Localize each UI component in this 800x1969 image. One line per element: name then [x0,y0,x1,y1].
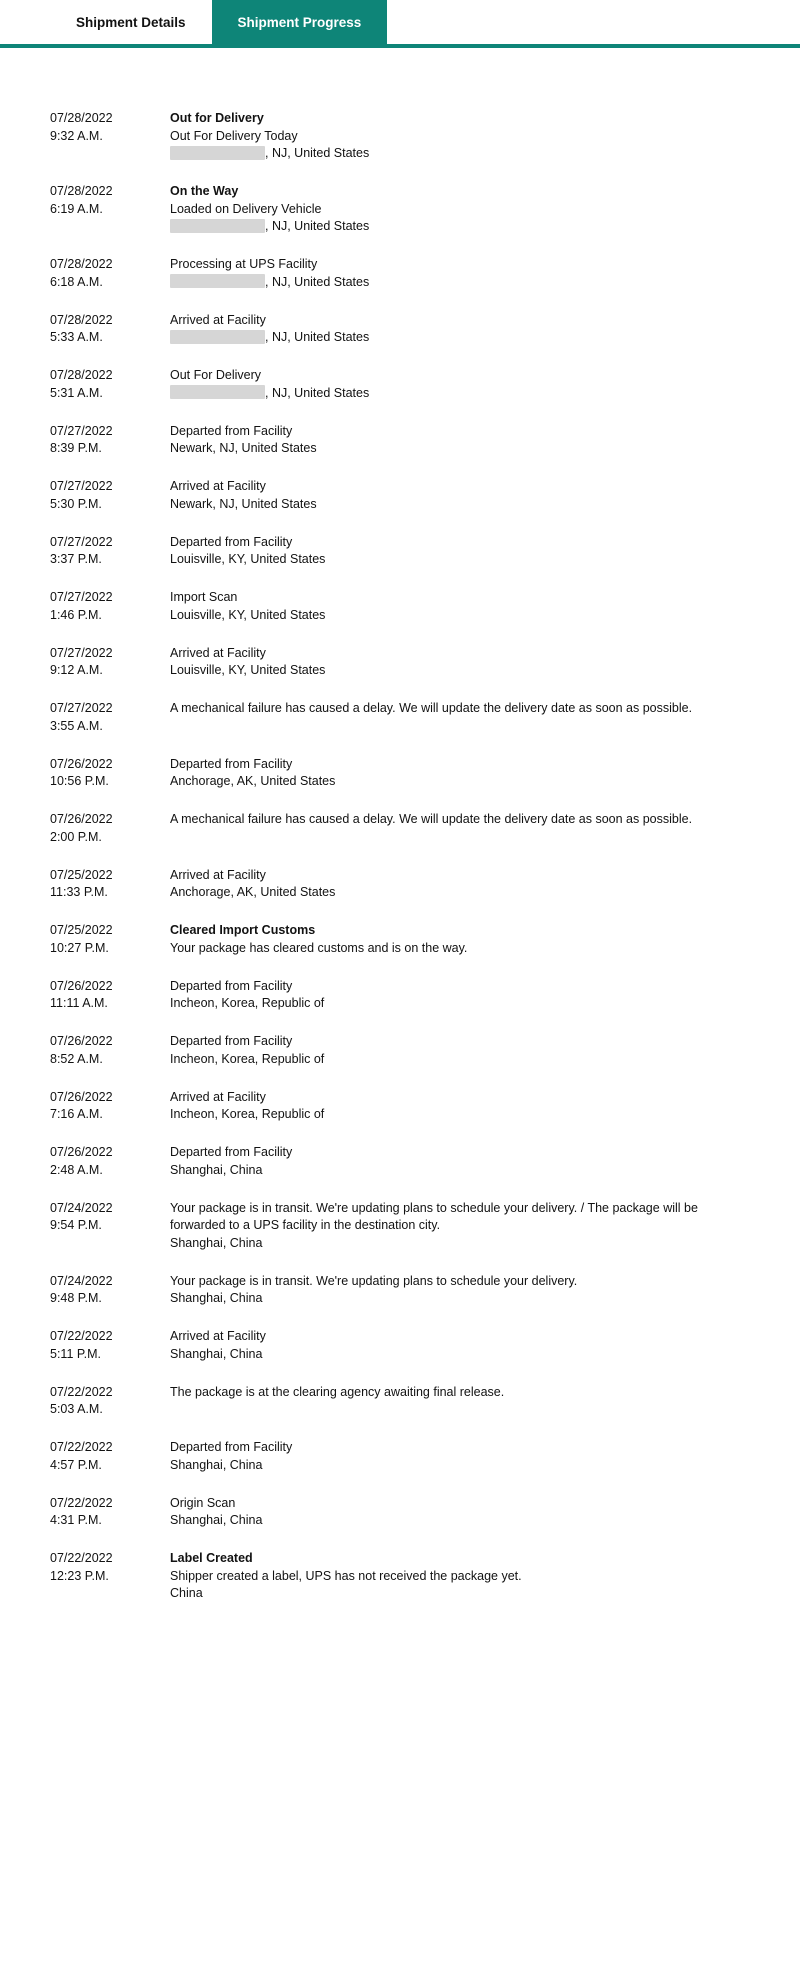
bottom-spacer [0,1623,800,1653]
shipment-event-row [50,534,750,569]
event-date: 07/27/2022 [50,701,113,715]
event-location: Shanghai, China [170,1235,263,1250]
event-timestamp [50,756,170,791]
event-time: 5:11 P.M. [50,1346,101,1361]
event-timestamp [50,1328,170,1363]
event-location-text: , NJ, United States [265,385,370,400]
shipment-event-row [50,867,750,902]
event-location: Anchorage, AK, United States [170,774,336,788]
event-status: Arrived at Facility [170,1329,266,1343]
event-status: Your package is in transit. We're updating plans to schedule your delivery. / The package will be forwarded to a UPS facility in the destination city. [170,1200,698,1232]
event-location: Louisville, KY, United States [170,552,326,566]
event-status: Cleared Import Customs [170,923,316,937]
event-status: The package is at the clearing agency awaiting final release. [170,1384,505,1399]
event-timestamp [50,922,170,957]
event-status: Arrived at Facility [170,1089,266,1104]
event-status: Origin Scan [170,1495,236,1510]
event-status: Departed from Facility [170,534,293,549]
event-location: Newark, NJ, United States [170,496,317,511]
event-status: Departed from Facility [170,423,293,438]
event-timestamp [50,534,170,569]
redacted-location-block [170,219,265,233]
event-date: 07/26/2022 [50,1034,113,1048]
event-time: 5:33 A.M. [50,330,103,344]
shipment-event-row [50,1033,750,1068]
event-location-text: , NJ, United States [265,274,370,289]
event-description [170,1495,750,1530]
event-status: A mechanical failure has caused a delay. We will update the delivery date as soon as possible. [170,701,693,715]
event-time: 8:39 P.M. [50,441,102,455]
shipment-event-row [50,478,750,513]
shipment-event-row [50,811,750,846]
shipment-event-row [50,367,750,402]
event-time: 1:46 P.M. [50,607,102,622]
event-location [170,385,740,403]
tab-shipment-details[interactable]: Shipment Details [50,0,212,44]
event-description [170,978,750,1013]
redacted-location-block [170,330,265,344]
event-location: Louisville, KY, United States [170,607,326,622]
event-status: Out For Delivery [170,368,261,382]
event-date: 07/27/2022 [50,423,113,438]
event-description [170,367,750,402]
event-description [170,867,750,902]
shipment-event-row [50,256,750,291]
event-location-text: , NJ, United States [265,146,370,160]
event-timestamp [50,478,170,513]
event-timestamp [50,367,170,402]
event-time: 5:03 A.M. [50,1402,103,1416]
event-date: 07/28/2022 [50,368,113,382]
event-location: Anchorage, AK, United States [170,885,336,899]
event-timestamp [50,1439,170,1474]
event-location: Shanghai, China [170,1457,263,1472]
event-status: Departed from Facility [170,1034,293,1048]
event-time: 10:56 P.M. [50,774,109,788]
event-location [170,145,740,163]
event-timestamp [50,1273,170,1308]
event-date: 07/26/2022 [50,756,113,771]
event-status: Your package is in transit. We're updating plans to schedule your delivery. [170,1273,578,1288]
event-detail: Shipper created a label, UPS has not received the package yet. [170,1568,522,1583]
event-status: Arrived at Facility [170,479,266,493]
shipment-event-row [50,1550,750,1603]
event-description [170,1273,750,1308]
event-time: 5:31 A.M. [50,385,103,400]
event-location: Incheon, Korea, Republic of [170,1107,325,1121]
event-location [170,329,740,347]
event-time: 9:12 A.M. [50,663,103,677]
event-date: 07/28/2022 [50,312,113,327]
event-location: China [170,1586,203,1600]
shipment-event-row [50,1144,750,1179]
shipment-event-row [50,700,750,735]
event-timestamp [50,1550,170,1585]
shipment-event-row [50,1273,750,1308]
event-date: 07/22/2022 [50,1440,113,1454]
event-location-text: , NJ, United States [265,219,370,233]
event-timestamp [50,1033,170,1068]
event-time: 9:32 A.M. [50,128,103,143]
event-time: 8:52 A.M. [50,1051,103,1066]
event-description [170,1384,750,1402]
event-description [170,423,750,458]
event-location: Shanghai, China [170,1513,263,1527]
event-detail: Your package has cleared customs and is on the way. [170,940,468,955]
shipment-event-row [50,756,750,791]
event-location: Newark, NJ, United States [170,441,317,455]
event-location-text: , NJ, United States [265,330,370,344]
shipment-event-row [50,1200,750,1253]
event-date: 07/22/2022 [50,1329,113,1343]
event-description [170,700,750,718]
event-location: Shanghai, China [170,1291,263,1305]
event-time: 11:33 P.M. [50,885,108,899]
event-date: 07/22/2022 [50,1384,113,1399]
shipment-event-row [50,183,750,236]
shipment-event-row [50,589,750,624]
event-time: 3:55 A.M. [50,718,103,733]
event-description [170,1089,750,1124]
event-timestamp [50,867,170,902]
event-timestamp [50,183,170,218]
event-date: 07/28/2022 [50,257,113,271]
event-status: Label Created [170,1551,253,1565]
event-description [170,756,750,791]
event-time: 12:23 P.M. [50,1568,109,1583]
event-description [170,312,750,347]
event-time: 2:48 A.M. [50,1162,103,1177]
event-time: 3:37 P.M. [50,552,102,566]
event-description [170,811,750,829]
event-time: 9:54 P.M. [50,1218,102,1232]
event-date: 07/27/2022 [50,479,113,493]
event-status: Processing at UPS Facility [170,257,318,271]
shipment-event-row [50,1089,750,1124]
shipment-event-row [50,1384,750,1419]
event-detail: Out For Delivery Today [170,128,298,143]
event-location: Incheon, Korea, Republic of [170,996,325,1010]
event-description [170,478,750,513]
event-date: 07/28/2022 [50,184,113,198]
event-description [170,1550,750,1603]
shipment-event-row [50,922,750,957]
redacted-location-block [170,146,265,160]
event-time: 9:48 P.M. [50,1291,102,1305]
event-status: Arrived at Facility [170,312,266,327]
shipment-event-row [50,110,750,163]
tab-shipment-progress[interactable]: Shipment Progress [212,0,388,44]
event-status: Out for Delivery [170,111,264,125]
event-time: 2:00 P.M. [50,829,102,844]
event-timestamp [50,589,170,624]
event-description [170,1328,750,1363]
event-location: Incheon, Korea, Republic of [170,1051,325,1066]
redacted-location-block [170,274,265,288]
event-status: Arrived at Facility [170,645,266,660]
event-location [170,274,740,292]
event-status: Departed from Facility [170,978,293,993]
event-description [170,110,750,163]
shipment-event-row [50,645,750,680]
event-date: 07/25/2022 [50,867,113,882]
event-location: Shanghai, China [170,1346,263,1361]
event-timestamp [50,110,170,145]
event-description [170,534,750,569]
shipment-progress-list [0,48,800,1603]
event-time: 11:11 A.M. [50,996,108,1010]
event-status: Departed from Facility [170,756,293,771]
event-description [170,922,750,957]
event-timestamp [50,256,170,291]
event-date: 07/22/2022 [50,1495,113,1510]
event-description [170,1439,750,1474]
event-timestamp [50,1089,170,1124]
event-date: 07/24/2022 [50,1200,113,1215]
event-timestamp [50,978,170,1013]
shipment-event-row [50,1328,750,1363]
event-timestamp [50,700,170,735]
event-date: 07/25/2022 [50,923,113,937]
shipment-event-row [50,978,750,1013]
event-date: 07/22/2022 [50,1551,113,1565]
shipment-event-row [50,423,750,458]
event-date: 07/27/2022 [50,590,113,604]
shipment-event-row [50,312,750,347]
event-time: 5:30 P.M. [50,496,102,511]
event-timestamp [50,811,170,846]
event-status: A mechanical failure has caused a delay. We will update the delivery date as soon as possible. [170,812,693,826]
event-location [170,218,740,236]
event-status: Departed from Facility [170,1440,293,1454]
event-time: 10:27 P.M. [50,940,109,955]
event-description [170,1144,750,1179]
event-date: 07/26/2022 [50,978,113,993]
event-date: 07/26/2022 [50,812,113,826]
event-timestamp [50,1384,170,1419]
event-date: 07/27/2022 [50,534,113,549]
event-date: 07/28/2022 [50,111,113,125]
event-time: 4:31 P.M. [50,1513,102,1527]
event-location: Shanghai, China [170,1162,263,1177]
event-timestamp [50,312,170,347]
event-timestamp [50,1495,170,1530]
shipment-event-row [50,1495,750,1530]
event-timestamp [50,1144,170,1179]
event-time: 7:16 A.M. [50,1107,103,1121]
event-date: 07/26/2022 [50,1089,113,1104]
event-description [170,256,750,291]
event-time: 6:18 A.M. [50,274,103,289]
tab-bar [0,0,800,44]
event-timestamp [50,1200,170,1235]
event-description [170,589,750,624]
event-time: 6:19 A.M. [50,201,103,216]
event-timestamp [50,423,170,458]
redacted-location-block [170,385,265,399]
event-timestamp [50,645,170,680]
event-date: 07/24/2022 [50,1273,113,1288]
event-description [170,645,750,680]
event-time: 4:57 P.M. [50,1457,102,1472]
shipment-event-row [50,1439,750,1474]
event-status: On the Way [170,184,239,198]
event-location: Louisville, KY, United States [170,663,326,677]
event-detail: Loaded on Delivery Vehicle [170,201,322,216]
event-date: 07/26/2022 [50,1145,113,1159]
event-description [170,1033,750,1068]
event-description [170,183,750,236]
event-status: Import Scan [170,590,238,604]
event-description [170,1200,750,1253]
event-status: Departed from Facility [170,1145,293,1159]
event-date: 07/27/2022 [50,645,113,660]
event-status: Arrived at Facility [170,867,266,882]
